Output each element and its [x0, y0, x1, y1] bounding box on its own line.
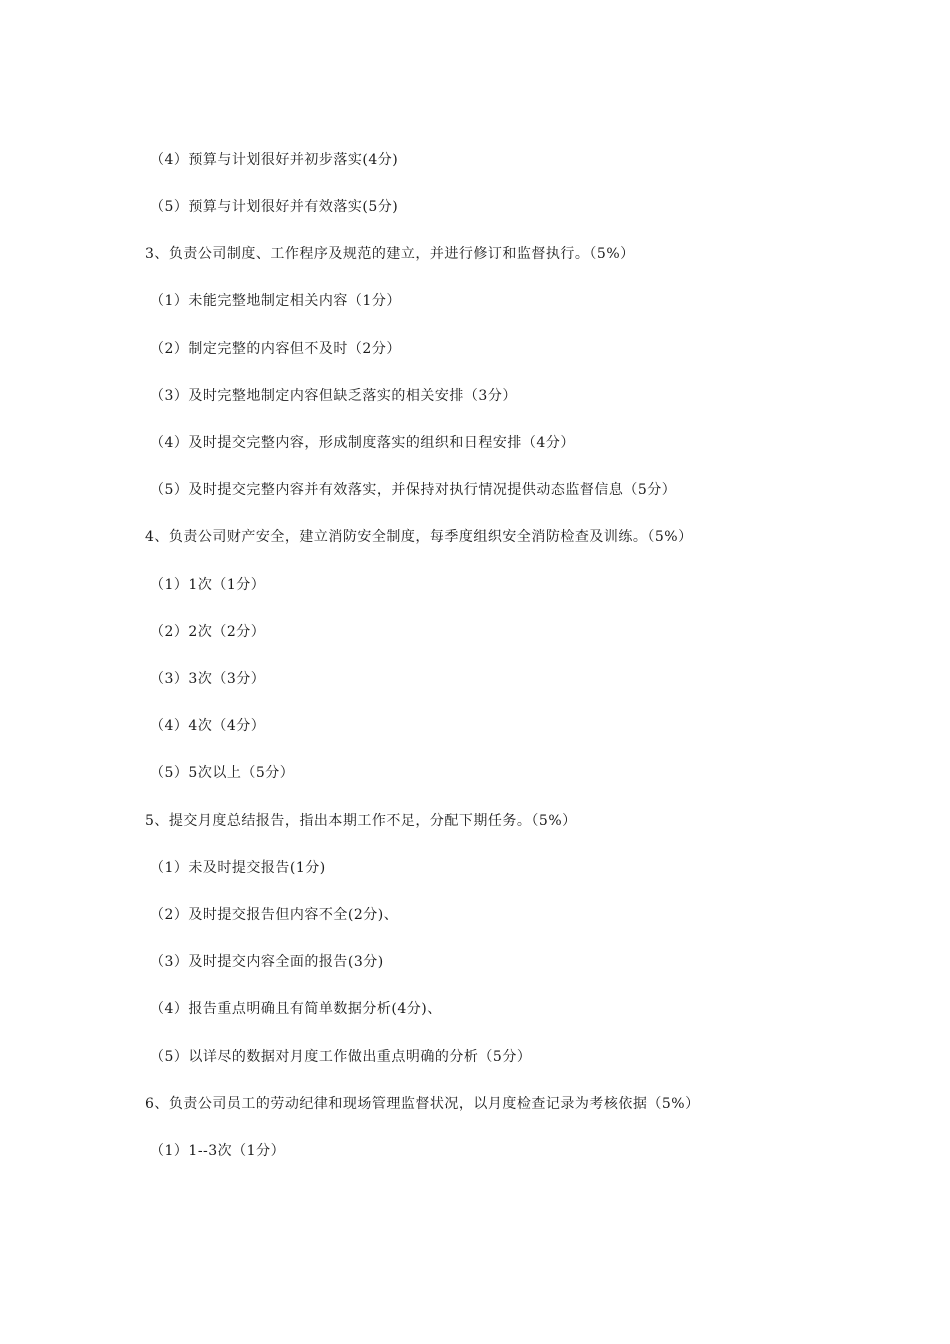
- option-item: （1）未能完整地制定相关内容（1分）: [150, 293, 401, 309]
- section-heading: 3、负责公司制度、工作程序及规范的建立，并进行修订和监督执行。（5%）: [145, 246, 635, 262]
- option-item: （5）以详尽的数据对月度工作做出重点明确的分析（5分）: [150, 1049, 532, 1065]
- section-heading: 5、提交月度总结报告，指出本期工作不足，分配下期任务。（5%）: [145, 813, 577, 829]
- option-item: （4）报告重点明确且有简单数据分析(4分)、: [150, 1001, 442, 1017]
- option-item: （5）预算与计划很好并有效落实(5分): [150, 199, 399, 215]
- option-item: （2）2次（2分）: [150, 624, 266, 640]
- option-item: （1）1次（1分）: [150, 577, 266, 593]
- section-heading: 4、负责公司财产安全，建立消防安全制度，每季度组织安全消防检查及训练。（5%）: [145, 529, 693, 545]
- option-item: （5）5次以上（5分）: [150, 765, 295, 781]
- option-item: （4）及时提交完整内容，形成制度落实的组织和日程安排（4分）: [150, 435, 575, 451]
- option-item: （4）预算与计划很好并初步落实(4分): [150, 152, 399, 168]
- option-item: （3）及时完整地制定内容但缺乏落实的相关安排（3分）: [150, 388, 517, 404]
- option-item: （2）制定完整的内容但不及时（2分）: [150, 341, 401, 357]
- option-item: （2）及时提交报告但内容不全(2分)、: [150, 907, 399, 923]
- option-item: （3）及时提交内容全面的报告(3分): [150, 954, 384, 970]
- option-item: （5）及时提交完整内容并有效落实，并保持对执行情况提供动态监督信息（5分）: [150, 482, 677, 498]
- option-item: （4）4次（4分）: [150, 718, 266, 734]
- option-item: （3）3次（3分）: [150, 671, 266, 687]
- option-item: （1）未及时提交报告(1分): [150, 860, 326, 876]
- option-item: （1）1--3次（1分）: [150, 1143, 286, 1159]
- section-heading: 6、负责公司员工的劳动纪律和现场管理监督状况，以月度检查记录为考核依据（5%）: [145, 1096, 700, 1112]
